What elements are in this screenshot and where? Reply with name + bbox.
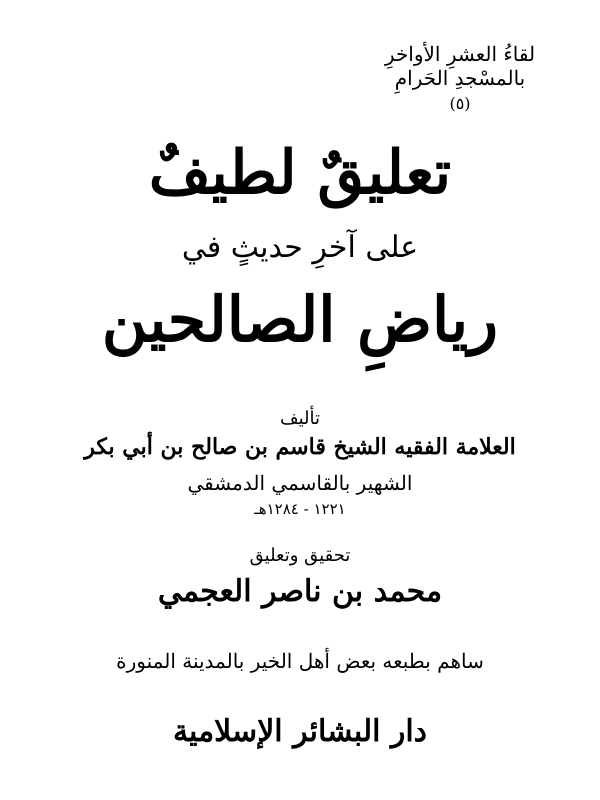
- contribution-note: ساهم بطبعه بعض أهل الخير بالمدينة المنورة: [116, 649, 484, 673]
- author-known-as: الشهير بالقاسمي الدمشقي: [187, 471, 413, 495]
- author-label: تأليف: [279, 408, 321, 429]
- author-dates: ١٢٢١ - ١٢٨٤هـ: [254, 500, 346, 518]
- referenced-book-title: رياضِ الصالحين: [101, 283, 499, 356]
- series-line-1: لقاءُ العشرِ الأواخرِ: [384, 42, 536, 66]
- editor-name: محمد بن ناصر العجمي: [157, 574, 443, 609]
- series-block: [360, 42, 560, 114]
- book-main-title: تعليقٌ لطيفٌ: [148, 138, 452, 208]
- series-number: (٥): [449, 94, 471, 113]
- publisher-name: دار البشائر الإسلامية: [172, 714, 428, 749]
- series-line-2: بالمسْجدِ الحَرامِ: [394, 66, 526, 90]
- book-subtitle: على آخرِ حديثٍ في: [181, 230, 419, 265]
- editor-label: تحقيق وتعليق: [249, 545, 351, 566]
- author-name: العلامة الفقيه الشيخ قاسم بن صالح بن أبي بكر: [84, 434, 516, 460]
